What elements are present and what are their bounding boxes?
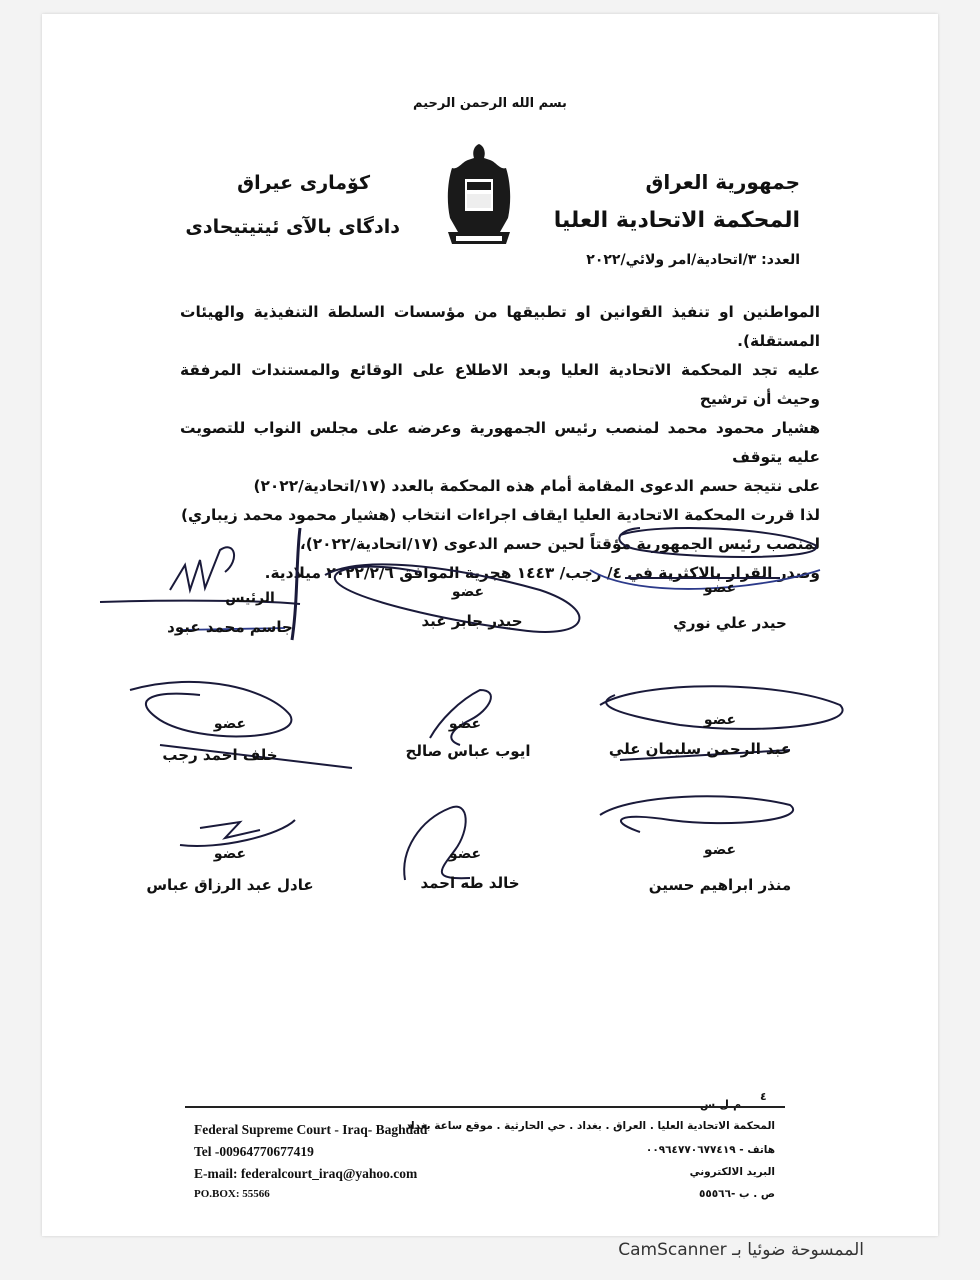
signatory-name: عادل عبد الرزاق عباس [146, 876, 314, 894]
page-mark: ٤ [760, 1090, 767, 1103]
footer-email-label-ar: البريد الالكتروني [689, 1166, 775, 1178]
republic-title: جمهورية العراق [645, 170, 800, 194]
footer-tel-en: Tel -00964770677419 [194, 1144, 314, 1159]
signatory-title: عضو [703, 580, 737, 596]
reference-mark: م.ل.س [700, 1098, 742, 1111]
eagle-emblem-icon [438, 140, 520, 252]
footer-pobox-en: PO.BOX: 55566 [194, 1188, 270, 1200]
camscanner-prefix: الممسوحة ضوئيا بـ [732, 1240, 864, 1260]
signatory-name: ايوب عباس صالح [405, 742, 531, 760]
signatory-title: عضو [703, 712, 737, 728]
signatory-name: خلف احمد رجب [162, 746, 278, 764]
camscanner-app: CamScanner [618, 1240, 727, 1260]
footer-court-name-en: Federal Supreme Court - Iraq- Baghdad [194, 1122, 428, 1137]
signatory-title: عضو [451, 584, 485, 600]
signatory-name: خالد طه احمد [420, 874, 520, 892]
body-line: وصدر القرار بالاكثرية في ٤/ رجب/ ١٤٤٣ هجرية الموافق ٢٠٢٢/٢/٦ ميلادية. [264, 564, 820, 582]
signatory-name: عبد الرحمن سليمان علي [608, 740, 792, 758]
decision-body [180, 298, 820, 588]
signatory-name: حيدر جابر عبد [421, 612, 523, 630]
footer-divider [185, 1106, 785, 1108]
footer-address-ar: المحكمة الاتحادية العليا . العراق . بغداد . حي الحارثية . موقع ساعة بغداد [405, 1120, 775, 1132]
basmala: بسم الله الرحمن الرحيم [413, 96, 567, 111]
body-line: المواطنين او تنفيذ القوانين او تطبيقها من مؤسسات السلطة التنفيذية والهيئات المستقلة). [180, 303, 820, 350]
signatory-name: جاسم محمد عبود [167, 618, 293, 636]
body-line: لمنصب رئيس الجمهورية مؤقتاً لحين حسم الدعوى (١٧/اتحادية/٢٠٢٢)، [299, 535, 820, 553]
signatory-title: عضو [448, 716, 482, 732]
signatory-title: عضو [213, 846, 247, 862]
document-number: العدد: ٣/اتحادية/امر ولائي/٢٠٢٢ [586, 252, 800, 268]
signatory-title: عضو [213, 716, 247, 732]
kurdish-republic-title: كۆماری عیراق [237, 172, 370, 194]
signatory-name: حيدر علي نوري [673, 614, 787, 632]
body-line: عليه تجد المحكمة الاتحادية العليا وبعد الاطلاع على الوقائع والمستندات المرفقة وحيث أن ترشيح [180, 361, 820, 408]
signatory-title: الرئيس [225, 590, 275, 606]
signatory-name: منذر ابراهيم حسين [648, 876, 792, 894]
footer-email-en: E-mail: federalcourt_iraq@yahoo.com [194, 1166, 418, 1181]
body-line: على نتيجة حسم الدعوى المقامة أمام هذه المحكمة بالعدد (١٧/اتحادية/٢٠٢٢) [253, 477, 820, 495]
signatory-title: عضو [703, 842, 737, 858]
footer-pobox-ar: ص . ب -٥٥٥٦٦ [698, 1188, 775, 1200]
body-line: هشيار محمود محمد لمنصب رئيس الجمهورية وعرضه على مجلس النواب للتصويت عليه يتوقف [180, 419, 820, 466]
body-line: لذا قررت المحكمة الاتحادية العليا ايقاف اجراءات انتخاب (هشيار محمود محمد زيباري) [180, 506, 820, 524]
court-title: المحكمة الاتحادية العليا [553, 208, 800, 233]
kurdish-court-title: دادگای بالآی ئیتیتیحادی [185, 216, 400, 238]
signatory-title: عضو [448, 846, 482, 862]
footer-phone-ar: هاتف - ٠٠٩٦٤٧٧٠٦٧٧٤١٩ [645, 1144, 775, 1156]
camscanner-watermark [618, 1240, 864, 1260]
